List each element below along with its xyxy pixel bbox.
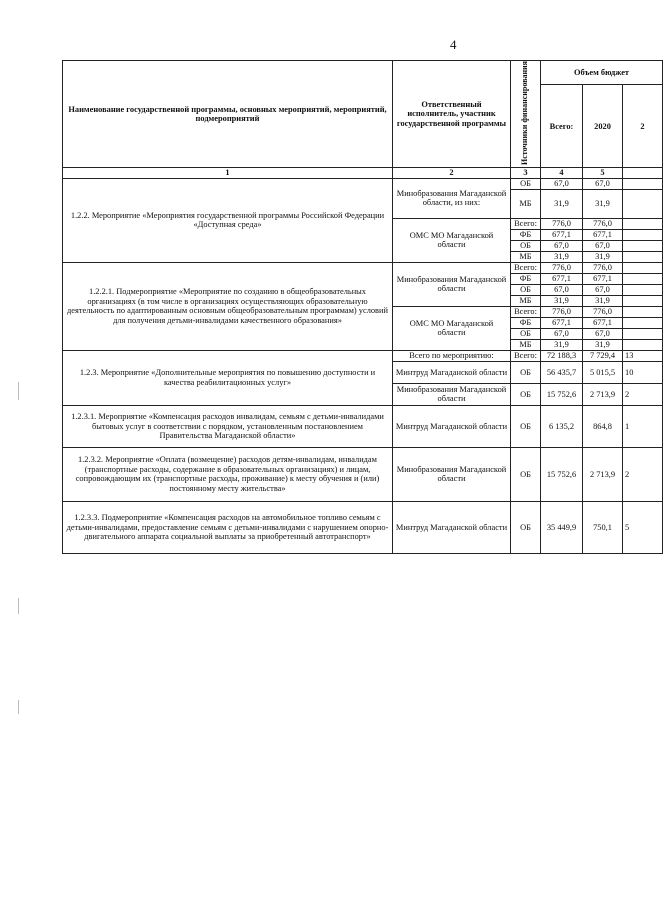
table-row — [63, 501, 663, 553]
total-cell: 776,0 — [541, 262, 583, 273]
header-budget: Объем бюджет — [541, 61, 663, 85]
header-2020: 2020 — [583, 85, 623, 168]
total-cell: 6 135,2 — [541, 405, 583, 447]
total-cell: 67,0 — [541, 240, 583, 251]
col-num: 1 — [63, 168, 393, 178]
year-cell: 67,0 — [583, 240, 623, 251]
source-cell: ОБ — [511, 361, 541, 383]
row-executor: ОМС МО Магаданской области — [393, 306, 511, 350]
row-executor: Минтруд Магаданской области — [393, 361, 511, 383]
total-cell: 15 752,6 — [541, 383, 583, 405]
source-cell: ОБ — [511, 328, 541, 339]
cut-cell — [623, 317, 663, 328]
row-executor: Минтруд Магаданской области — [393, 405, 511, 447]
source-cell: ОБ — [511, 178, 541, 189]
cut-cell — [623, 306, 663, 317]
cut-cell: 13 — [623, 350, 663, 361]
program-table — [62, 60, 663, 554]
table-row — [63, 447, 663, 501]
cut-cell — [623, 295, 663, 306]
row-executor: Минобразования Магаданской области, из них: — [393, 178, 511, 218]
total-cell: 72 188,3 — [541, 350, 583, 361]
cut-cell — [623, 189, 663, 218]
year-cell: 776,0 — [583, 262, 623, 273]
col-num: 3 — [511, 168, 541, 178]
source-cell: ФБ — [511, 273, 541, 284]
header-cut: 2 — [623, 85, 663, 168]
header-row — [63, 61, 663, 85]
col-num: 5 — [583, 168, 623, 178]
cut-cell — [623, 251, 663, 262]
cut-cell — [623, 240, 663, 251]
col-num: 2 — [393, 168, 511, 178]
page-number: 4 — [450, 37, 457, 52]
total-cell: 677,1 — [541, 317, 583, 328]
cut-cell — [623, 178, 663, 189]
year-cell: 677,1 — [583, 317, 623, 328]
year-cell: 31,9 — [583, 189, 623, 218]
year-cell: 67,0 — [583, 284, 623, 295]
year-cell: 776,0 — [583, 218, 623, 229]
row-executor: ОМС МО Магаданской области — [393, 218, 511, 262]
cut-cell — [623, 339, 663, 350]
total-cell: 31,9 — [541, 339, 583, 350]
cut-cell — [623, 218, 663, 229]
source-cell: МБ — [511, 339, 541, 350]
source-cell: ОБ — [511, 284, 541, 295]
header-sources: Источники финансирования — [511, 61, 541, 168]
year-cell: 2 713,9 — [583, 383, 623, 405]
cut-cell — [623, 328, 663, 339]
row-executor: Минобразования Магаданской области — [393, 447, 511, 501]
year-cell: 31,9 — [583, 295, 623, 306]
total-cell: 31,9 — [541, 251, 583, 262]
row-name: 1.2.3. Мероприятие «Дополнительные мероприятия по повышению доступности и качества реабилитационных услуг» — [63, 350, 393, 405]
row-name: 1.2.3.3. Подмероприятие «Компенсация расходов на автомобильное топливо семьям с детьми-инвалидами, предоставление семьям с детьми-инвалидами с нарушением опорно-двигательного аппарата социальной выплаты за приобретенный автотранспорт» — [63, 501, 393, 553]
year-cell: 5 015,5 — [583, 361, 623, 383]
cut-cell — [623, 262, 663, 273]
cut-cell — [623, 284, 663, 295]
source-cell: ФБ — [511, 317, 541, 328]
source-cell: МБ — [511, 295, 541, 306]
row-executor: Минобразования Магаданской области — [393, 383, 511, 405]
source-cell: Всего: — [511, 262, 541, 273]
total-cell: 15 752,6 — [541, 447, 583, 501]
cut-cell: 5 — [623, 501, 663, 553]
year-cell: 864,8 — [583, 405, 623, 447]
table-row — [63, 262, 663, 273]
total-cell: 677,1 — [541, 229, 583, 240]
col-num: 4 — [541, 168, 583, 178]
row-name: 1.2.2. Мероприятие «Мероприятия государственной программы Российской Федерации «Доступная среда» — [63, 178, 393, 262]
year-cell: 7 729,4 — [583, 350, 623, 361]
source-cell: ОБ — [511, 447, 541, 501]
cut-cell: 2 — [623, 383, 663, 405]
year-cell: 776,0 — [583, 306, 623, 317]
total-cell: 31,9 — [541, 295, 583, 306]
scan-mark — [18, 598, 19, 614]
source-cell: Всего: — [511, 306, 541, 317]
header-executor: Ответственный исполнитель, участник государственной программы — [393, 61, 511, 168]
source-cell: ОБ — [511, 240, 541, 251]
cut-cell — [623, 229, 663, 240]
year-cell: 677,1 — [583, 273, 623, 284]
col-num — [623, 168, 663, 178]
total-cell: 776,0 — [541, 218, 583, 229]
cut-cell: 10 — [623, 361, 663, 383]
scan-mark — [18, 382, 19, 400]
total-cell: 31,9 — [541, 189, 583, 218]
year-cell: 677,1 — [583, 229, 623, 240]
header-total: Всего: — [541, 85, 583, 168]
total-cell: 677,1 — [541, 273, 583, 284]
row-name: 1.2.2.1. Подмероприятие «Мероприятие по созданию в общеобразовательных организациях (в том числе в организациях осуществляющих образовательную деятельность по адаптированным основным общеобразовательным программам) условий для получения детьми-инвалидами качественного образования» — [63, 262, 393, 350]
row-executor: Минобразования Магаданской области — [393, 262, 511, 306]
total-cell: 776,0 — [541, 306, 583, 317]
year-cell: 67,0 — [583, 178, 623, 189]
cut-cell: 1 — [623, 405, 663, 447]
table-row — [63, 350, 663, 361]
numbering-row — [63, 168, 663, 178]
table-row — [63, 178, 663, 189]
year-cell: 67,0 — [583, 328, 623, 339]
source-cell: ОБ — [511, 405, 541, 447]
row-executor: Всего по мероприятию: — [393, 350, 511, 361]
year-cell: 2 713,9 — [583, 447, 623, 501]
source-cell: Всего: — [511, 218, 541, 229]
row-name: 1.2.3.2. Мероприятие «Оплата (возмещение) расходов детям-инвалидам, инвалидам (транспортные расходы, содержание в образовательных организациях) и лицам, сопровождающим их (транспортные расходы, проживание) к месту обучения и (или) постоянному месту жительства» — [63, 447, 393, 501]
total-cell: 67,0 — [541, 328, 583, 339]
cut-cell — [623, 273, 663, 284]
total-cell: 35 449,9 — [541, 501, 583, 553]
header-name: Наименование государственной программы, основных мероприятий, мероприятий, подмероприятий — [63, 61, 393, 168]
year-cell: 31,9 — [583, 251, 623, 262]
total-cell: 67,0 — [541, 284, 583, 295]
source-cell: Всего: — [511, 350, 541, 361]
row-executor: Минтруд Магаданской области — [393, 501, 511, 553]
year-cell: 31,9 — [583, 339, 623, 350]
source-cell: МБ — [511, 251, 541, 262]
total-cell: 67,0 — [541, 178, 583, 189]
table-row — [63, 405, 663, 447]
year-cell: 750,1 — [583, 501, 623, 553]
source-cell: ОБ — [511, 383, 541, 405]
source-cell: МБ — [511, 189, 541, 218]
scan-mark — [18, 700, 19, 714]
source-cell: ОБ — [511, 501, 541, 553]
row-name: 1.2.3.1. Мероприятие «Компенсация расходов инвалидам, семьям с детьми-инвалидами бытовых услуг в соответствии с порядком, установленным постановлением Правительства Магаданской области» — [63, 405, 393, 447]
source-cell: ФБ — [511, 229, 541, 240]
total-cell: 56 435,7 — [541, 361, 583, 383]
cut-cell: 2 — [623, 447, 663, 501]
